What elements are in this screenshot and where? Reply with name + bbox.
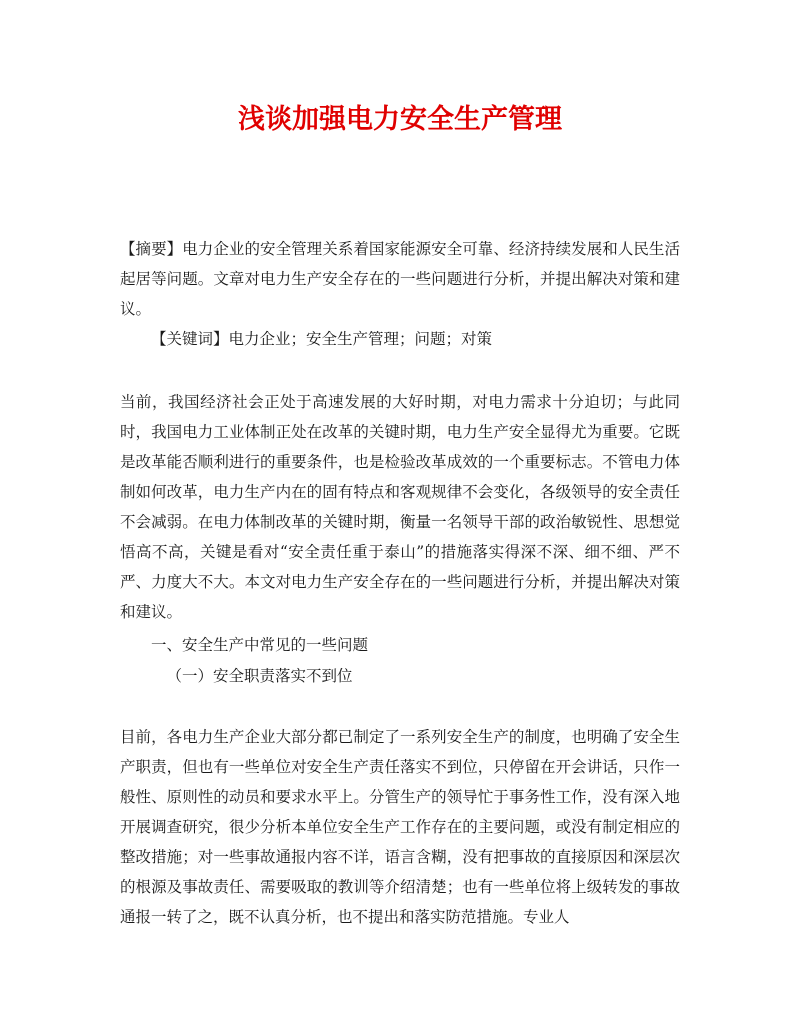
abstract-paragraph: 【摘要】电力企业的安全管理关系着国家能源安全可靠、经济持续发展和人民生活起居等问题。文章对电力生产安全存在的一些问题进行分析，并提出解决对策和建议。 (120, 240, 680, 318)
document-title: 浅谈加强电力安全生产管理 (238, 104, 562, 135)
section-heading: 一、安全生产中常见的一些问题 (151, 636, 369, 654)
intro-paragraph: 当前，我国经济社会正处于高速发展的大好时期，对电力需求十分迫切；与此同时，我国电力工业体制正处在改革的关键时期，电力生产安全显得尤为重要。它既是改革能否顺利进行的重要条件，也是检验改革成效的一个重要标志。不管电力体制如何改革，电力生产内在的固有特点和客观规律不会变化，各级领导的安全责任不会减弱。在电力体制改革的关键时期，衡量一名领导干部的政治敏锐性、思想觉悟高不高，关键是看对“安全责任重于泰山”的措施落实得深不深、细不细、严不严、力度大不大。本文对电力生产安全存在的一些问题进行分析，并提出解决对策和建议。 (120, 393, 680, 621)
subsection-heading: （一）安全职责落实不到位 (166, 667, 353, 685)
body-paragraph: 目前，各电力生产企业大部分都已制定了一系列安全生产的制度，也明确了安全生产职责，但也有一些单位对安全生产责任落实不到位，只停留在开会讲话，只作一般性、原则性的动员和要求水平上。分管生产的领导忙于事务性工作，没有深入地开展调查研究，很少分析本单位安全生产工作存在的主要问题，或没有制定相应的整改措施；对一些事故通报内容不详，语言含糊，没有把事故的直接原因和深层次的根源及事故责任、需要吸取的教训等介绍清楚；也有一些单位将上级转发的事故通报一转了之，既不认真分析，也不提出和落实防范措施。专业人 (120, 728, 680, 926)
keywords-paragraph: 【关键词】电力企业；安全生产管理；问题；对策 (151, 330, 493, 348)
